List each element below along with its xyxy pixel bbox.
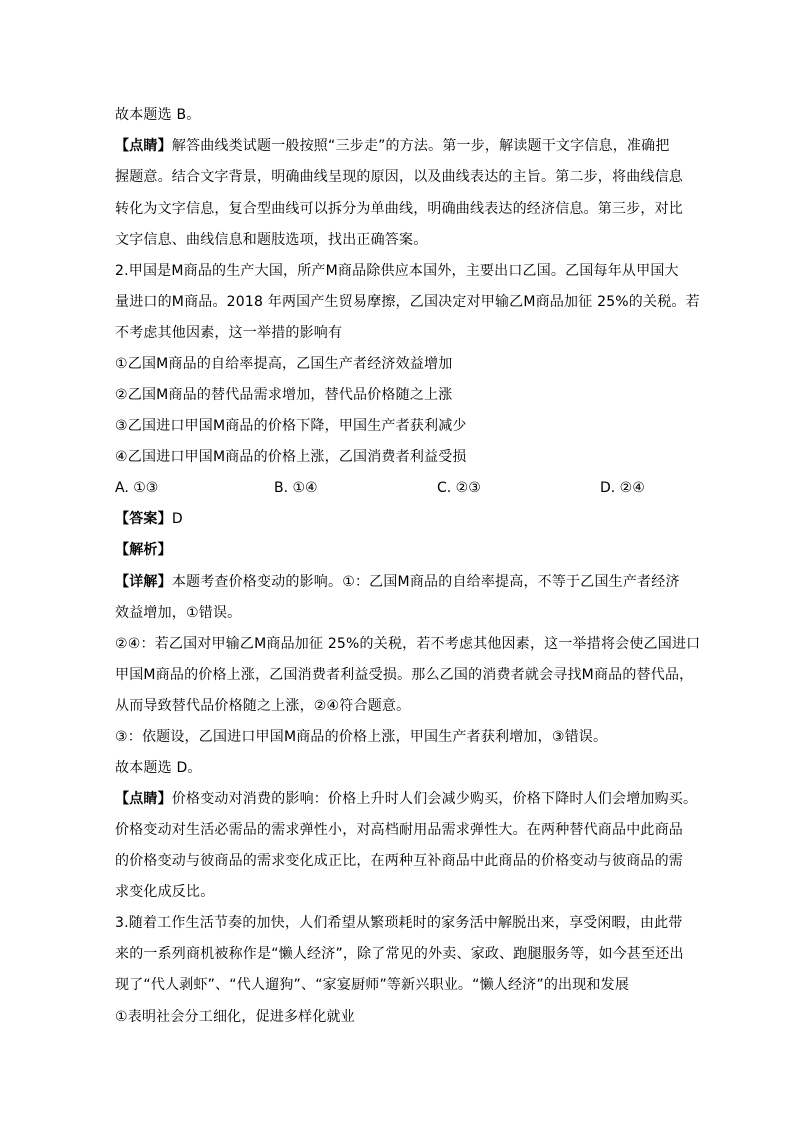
question-2-line-2: 量进口的M商品。2018 年两国产生贸易摩擦，乙国决定对甲输乙M商品加征 25%的关税。若 [115,294,700,310]
question-2-line-1: 2.甲国是M商品的生产大国，所产M商品除供应本国外，主要出口乙国。乙国每年从甲国大 [115,263,679,279]
tip-paragraph-1-line-1 [115,137,690,155]
question-2-line-3: 不考虑其他因素，这一举措的影响有 [115,325,343,341]
tip-paragraph-2-line-1 [115,790,698,808]
tip-paragraph-2-line-3: 的价格变动与彼商品的需求变化成正比，在两种互补商品中此商品的价格变动与彼商品的需 [115,853,683,869]
answer-value: D [171,511,183,527]
option-c: C. ②③ [437,480,481,496]
question-3-statement-1: ①表明社会分工细化，促进多样化就业 [115,1009,355,1025]
tip-tag: 【点睛】 [115,138,172,154]
statement-3: ③乙国进口甲国M商品的价格下降，甲国生产者获利减少 [115,418,467,434]
tip-paragraph-2-line-2: 价格变动对生活必需品的需求弹性小，对高档耐用品需求弹性大。在两种替代商品中此商品 [115,822,683,838]
analysis-tag: 【解析】 [115,542,172,558]
option-a: A. ①③ [115,480,159,496]
tip-text: 解答曲线类试题一般按照“三步走”的方法。第一步，解读题干文字信息，准确把 [171,138,670,154]
detail-text: 本题考查价格变动的影响。①：乙国M商品的自给率提高，不等于乙国生产者经济 [171,574,680,590]
paragraph-conclusion-1: 故本题选 B。 [115,107,201,123]
option-b: B. ①④ [274,480,318,496]
option-d: D. ②④ [600,480,645,496]
detail-line-5: 从而导致替代品价格随之上涨，②④符合题意。 [115,698,411,714]
statement-1: ①乙国M商品的自给率提高，乙国生产者经济效益增加 [115,356,453,372]
detail-line-4: 甲国M商品的价格上涨，乙国消费者利益受损。那么乙国的消费者就会寻找M商品的替代品， [115,667,694,683]
tip-paragraph-1-line-2: 握题意。结合文字背景，明确曲线呈现的原因，以及曲线表达的主旨。第二步，将曲线信息 [115,169,683,185]
tip-paragraph-1-line-3: 转化为文字信息，复合型曲线可以拆分为单曲线，明确曲线表达的经济信息。第三步，对比 [115,201,683,217]
paragraph-conclusion-2: 故本题选 D。 [115,760,202,776]
tip-tag-2: 【点睛】 [115,791,172,807]
answer-tag: 【答案】 [115,511,172,527]
question-3-line-3: 现了“代人剥虾”、“代人遛狗”、“家宴厨师”等新兴职业。“懒人经济”的出现和发展 [115,977,630,993]
tip-paragraph-1-line-4: 文字信息、曲线信息和题肢选项，找出正确答案。 [115,232,428,248]
detail-line-3: ②④：若乙国对甲输乙M商品加征 25%的关税，若不考虑其他因素，这一举措将会使乙国进口 [115,636,701,652]
answer-line [115,510,690,528]
detail-tag: 【详解】 [115,574,172,590]
question-3-line-2: 来的一系列商机被称作是“懒人经济”，除了常见的外卖、家政、跑腿服务等，如今甚至还出 [115,946,684,962]
detail-line-2: 效益增加，①错误。 [115,605,242,621]
detail-line-6: ③：依题设，乙国进口甲国M商品的价格上涨，甲国生产者获利增加，③错误。 [115,729,608,745]
statement-4: ④乙国进口甲国M商品的价格上涨，乙国消费者利益受损 [115,449,467,465]
question-3-line-1: 3.随着工作生活节奏的加快，人们希望从繁琐耗时的家务活中解脱出来，享受闲暇，由此带 [115,915,683,931]
statement-2: ②乙国M商品的替代品需求增加，替代品价格随之上涨 [115,387,453,403]
detail-line-1 [115,573,690,591]
tip-paragraph-2-line-4: 求变化成反比。 [115,884,215,900]
tip-text-2: 价格变动对消费的影响：价格上升时人们会减少购买，价格下降时人们会增加购买。 [171,791,698,807]
